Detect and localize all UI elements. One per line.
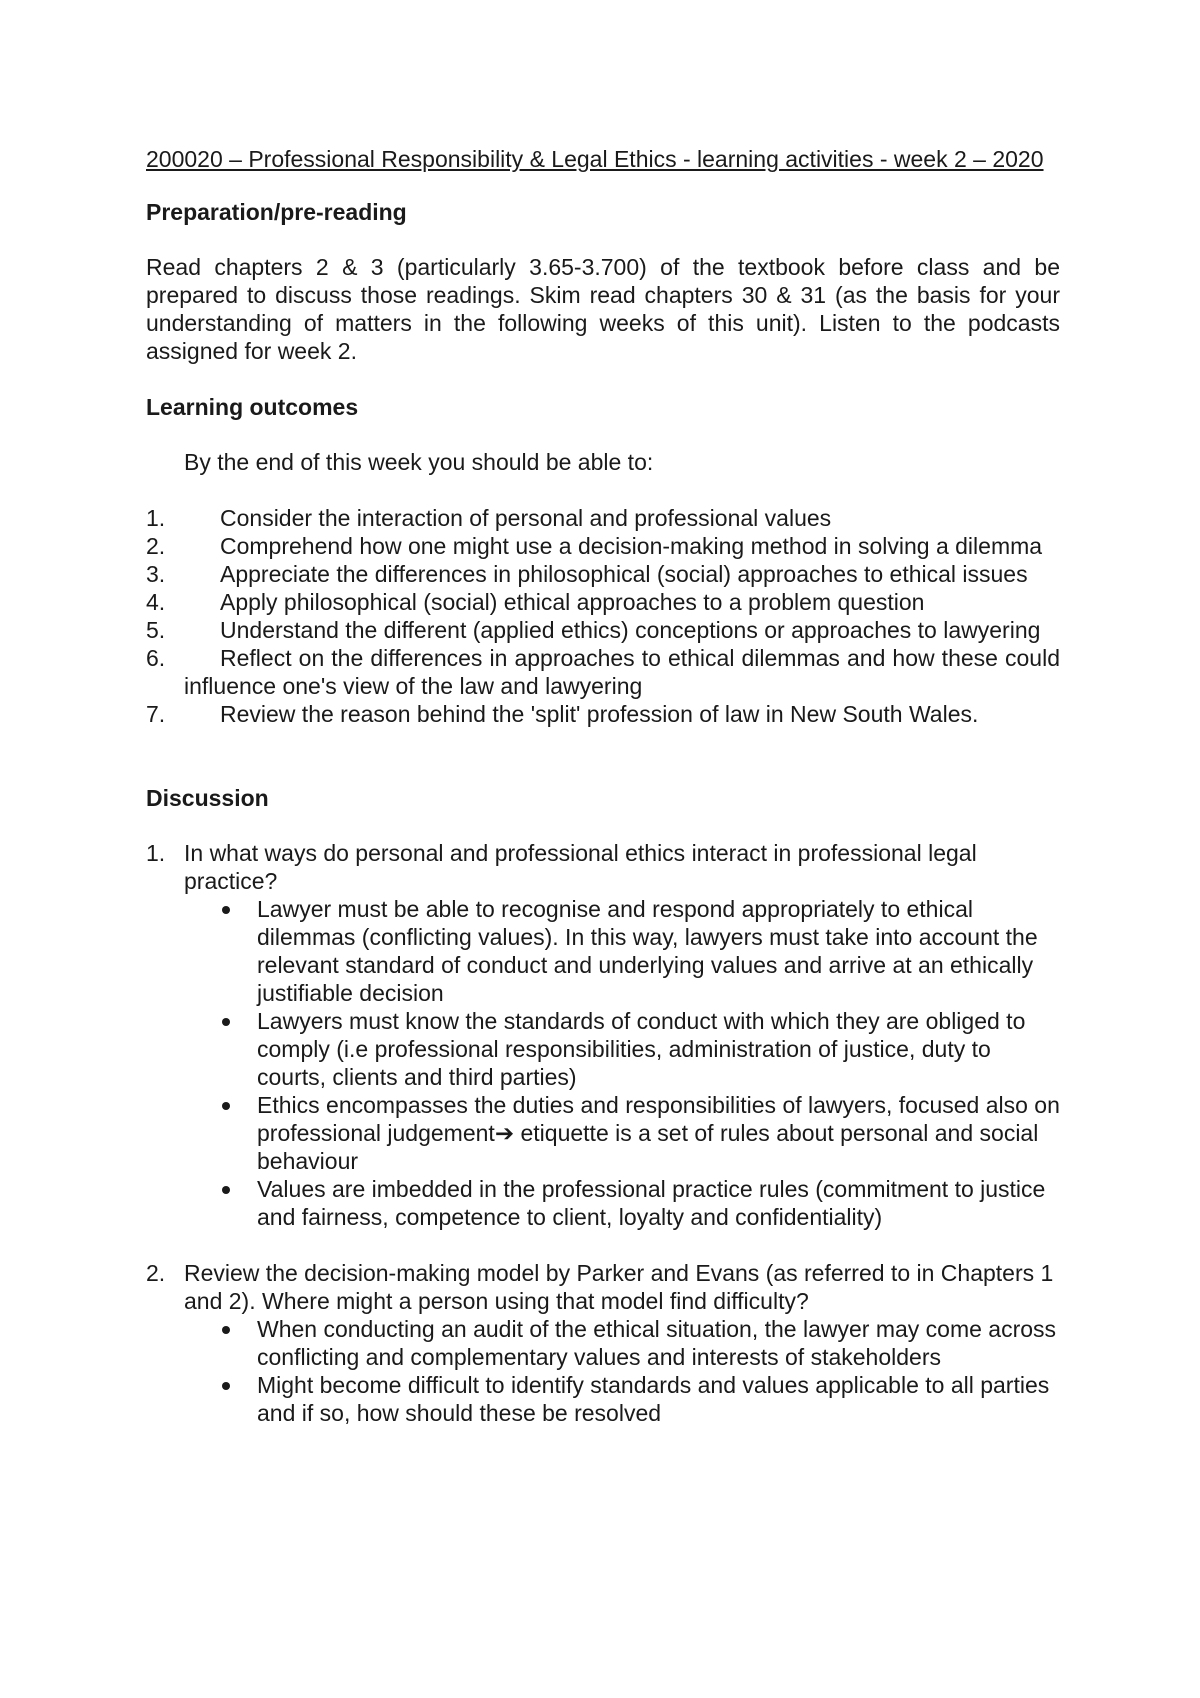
outcome-number: 7.: [146, 701, 166, 727]
bullet-text: Might become difficult to identify standards and values applicable to all parties and if so, how should these be resolved: [257, 1372, 1050, 1426]
document-title: 200020 – Professional Responsibility & Legal Ethics - learning activities - week 2 – 2020: [146, 146, 1044, 172]
bullet-text: When conducting an audit of the ethical situation, the lawyer may come across conflicting and complementary values and interests of stakeholders: [257, 1316, 1057, 1370]
outcome-text: Appreciate the differences in philosophical (social) approaches to ethical issues: [220, 561, 1028, 587]
outcome-text: Understand the different (applied ethics) conceptions or approaches to lawyering: [220, 617, 1041, 643]
outcome-text: Consider the interaction of personal and professional values: [220, 505, 832, 531]
question-item: [146, 839, 1060, 1231]
outcome-item: [146, 532, 1060, 560]
bullet-text: etiquette is a set of rules about personal and social behaviour: [257, 1120, 1039, 1174]
question-number: 1.: [146, 840, 166, 866]
question-item: [146, 1259, 1060, 1427]
bullet-text: Lawyer must be able to recognise and respond appropriately to ethical dilemmas (conflicting values). In this way, lawyers must take into account the relevant standard of conduct and underlying values and arrive at an ethically justifiable decision: [257, 896, 1038, 1006]
bullet-item: [184, 1007, 1060, 1091]
question-text: Review the decision-making model by Parker and Evans (as referred to in Chapters 1 and 2). Where might a person using that model find difficulty?: [184, 1260, 1054, 1314]
outcome-number: 2.: [146, 533, 166, 559]
outcomes-heading: Learning outcomes: [146, 394, 359, 420]
document-page: [146, 145, 1060, 1455]
outcome-number: 5.: [146, 617, 166, 643]
answer-bullets: [184, 895, 1060, 1231]
bullet-icon: [222, 906, 230, 914]
outcome-number: 3.: [146, 561, 166, 587]
bullet-text: Lawyers must know the standards of conduct with which they are obliged to comply (i.e professional responsibilities, administration of justice, duty to courts, clients and third parties): [257, 1008, 1026, 1090]
bullet-icon: [222, 1382, 230, 1390]
bullet-icon: [222, 1186, 230, 1194]
bullet-item: [184, 1175, 1060, 1231]
outcome-text: Review the reason behind the 'split' profession of law in New South Wales.: [220, 701, 979, 727]
outcome-text: Comprehend how one might use a decision-making method in solving a dilemma: [220, 533, 1043, 559]
discussion-questions: [146, 839, 1060, 1427]
outcome-item: [146, 560, 1060, 588]
arrow-icon: ➔: [494, 1120, 515, 1146]
outcomes-list: [146, 504, 1060, 728]
prep-heading: Preparation/pre-reading: [146, 199, 407, 225]
outcome-item: [146, 700, 1060, 728]
outcome-text: Reflect on the differences in approaches to ethical dilemmas and how these could influence one's view of the law and lawyering: [184, 645, 1060, 699]
outcome-item: [146, 616, 1060, 644]
bullet-item: [184, 1091, 1060, 1175]
bullet-icon: [222, 1326, 230, 1334]
outcomes-intro: By the end of this week you should be able to:: [184, 449, 654, 475]
bullet-item: [184, 1315, 1060, 1371]
outcome-number: 4.: [146, 589, 166, 615]
bullet-item: [184, 1371, 1060, 1427]
discussion-heading: Discussion: [146, 785, 269, 811]
bullet-text: Values are imbedded in the professional practice rules (commitment to justice and fairness, competence to client, loyalty and confidentiality): [257, 1176, 1046, 1230]
answer-bullets: [184, 1315, 1060, 1427]
question-number: 2.: [146, 1260, 166, 1286]
outcome-number: 6.: [146, 645, 166, 671]
outcome-item: [146, 644, 1060, 700]
outcome-item: [146, 504, 1060, 532]
bullet-text: Ethics encompasses the duties and responsibilities of lawyers, focused also on professional judgement: [257, 1092, 1060, 1146]
question-text: In what ways do personal and professional ethics interact in professional legal practice?: [184, 840, 977, 894]
bullet-icon: [222, 1102, 230, 1110]
bullet-icon: [222, 1018, 230, 1026]
outcome-item: [146, 588, 1060, 616]
prep-paragraph: Read chapters 2 & 3 (particularly 3.65-3.700) of the textbook before class and be prepared to discuss those readings. Skim read chapters 30 & 31 (as the basis for your understanding of matters in the following weeks of this unit). Listen to the podcasts assigned for week 2.: [146, 254, 1060, 364]
bullet-item: [184, 895, 1060, 1007]
outcome-number: 1.: [146, 505, 166, 531]
outcome-text: Apply philosophical (social) ethical approaches to a problem question: [220, 589, 925, 615]
